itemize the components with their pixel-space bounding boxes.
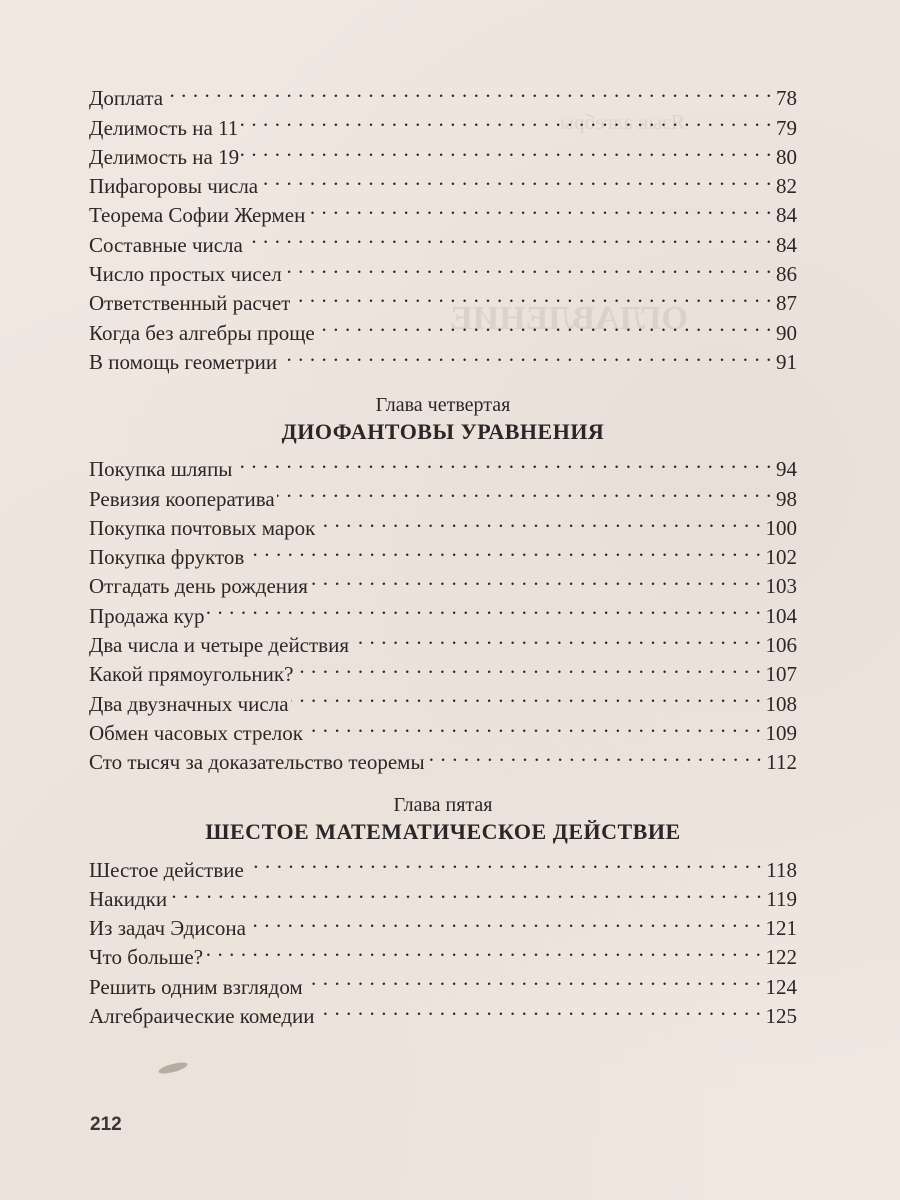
- toc-entry-title: Когда без алгебры проще: [89, 320, 315, 345]
- toc-entry-title: Что больше?: [89, 945, 204, 970]
- toc-section-chapter-4: [89, 393, 797, 775]
- dot-leader: [260, 164, 772, 193]
- toc-entry-page: 112: [766, 750, 797, 775]
- toc-entry-title: Число простых чисел: [89, 262, 282, 287]
- dot-leader: [241, 135, 772, 164]
- toc-entry-page: 90: [776, 320, 797, 345]
- toc-entry-page: 103: [765, 574, 797, 599]
- toc-entry-page: 106: [765, 633, 797, 658]
- toc-entry-page: 104: [765, 603, 797, 628]
- toc-entry-page: 82: [776, 174, 797, 199]
- toc-entry-title: Покупка почтовых марок: [89, 515, 316, 540]
- toc-entry-page: 84: [776, 232, 797, 257]
- toc-entry-page: 124: [765, 974, 797, 999]
- toc-entry-page: 121: [765, 916, 797, 941]
- toc-entry-page: 107: [765, 662, 797, 687]
- toc-entry-title: Доплата: [89, 86, 164, 111]
- dot-leader: [248, 906, 762, 935]
- toc-entry-page: 91: [776, 349, 797, 374]
- toc-entry-page: 122: [765, 945, 797, 970]
- dot-leader: [427, 740, 763, 769]
- toc-section-chapter-5: [89, 793, 797, 1029]
- dot-leader: [305, 711, 762, 740]
- dot-leader: [307, 193, 772, 222]
- toc-entry-title: Ревизия кооператива: [89, 486, 275, 511]
- toc-entry-title: Теорема Софии Жермен: [89, 203, 306, 228]
- dot-leader: [317, 506, 761, 535]
- toc-entry-title: Сто тысяч за доказательство теоремы: [89, 750, 425, 775]
- toc-entry-title: В помощь геометрии: [89, 349, 278, 374]
- toc-entry-title: Продажа кур: [89, 603, 205, 628]
- toc-entry-title: Покупка шляпы: [89, 457, 233, 482]
- toc-entry-page: 102: [765, 545, 797, 570]
- dot-leader: [305, 964, 762, 993]
- bleed-through-text: Язык алгебры: [560, 110, 685, 134]
- toc-entry-title: Два двузначных числа: [89, 691, 289, 716]
- dot-leader: [284, 252, 772, 281]
- table-of-contents: [89, 76, 797, 1029]
- toc-entry-title: Алгебраические комедии: [89, 1004, 315, 1029]
- dot-leader: [310, 564, 762, 593]
- toc-entry-title: Делимость на 11: [89, 115, 239, 140]
- toc-entry-page: 84: [776, 203, 797, 228]
- dot-leader: [246, 535, 761, 564]
- toc-entry[interactable]: [89, 906, 797, 941]
- toc-entry-title: Покупка фруктов: [89, 545, 245, 570]
- dot-leader: [351, 623, 762, 652]
- toc-entry-title: Из задач Эдисона: [89, 916, 246, 941]
- dot-leader: [205, 935, 761, 964]
- dot-leader: [207, 593, 762, 622]
- toc-entry-title: Обмен часовых стрелок: [89, 720, 303, 745]
- toc-entry-title: Решить одним взглядом: [89, 974, 303, 999]
- toc-entry-page: 109: [765, 720, 797, 745]
- toc-entry-page: 118: [766, 857, 797, 882]
- toc-entry-title: Два числа и четыре действия: [89, 633, 349, 658]
- toc-entry[interactable]: [89, 105, 797, 140]
- toc-entry-page: 125: [765, 1004, 797, 1029]
- chapter-label: Глава четвертая: [375, 393, 511, 416]
- toc-entry-page: 108: [765, 691, 797, 716]
- toc-entry-title: Какой прямоугольник?: [89, 662, 294, 687]
- toc-entry[interactable]: [89, 877, 797, 911]
- dot-leader: [240, 105, 772, 134]
- chapter-heading: [89, 393, 797, 447]
- toc-entry-title: Шестое действие: [89, 857, 244, 882]
- page-number: 212: [90, 1114, 122, 1135]
- toc-entry-title: Ответственный расчет: [89, 291, 291, 316]
- toc-entry-title: Делимость на 19: [89, 144, 240, 169]
- ink-smudge: [157, 1060, 188, 1075]
- toc-entry-page: 87: [776, 291, 797, 316]
- dot-leader: [234, 447, 772, 476]
- chapter-title: ДИОФАНТОВЫ УРАВНЕНИЯ: [281, 418, 605, 444]
- dot-leader: [277, 476, 772, 505]
- dot-leader: [169, 877, 762, 906]
- toc-entry-page: 119: [766, 886, 797, 911]
- toc-section-continued: [89, 76, 797, 374]
- toc-entry-title: Накидки: [89, 886, 168, 911]
- toc-entry-page: 94: [776, 457, 797, 482]
- dot-leader: [165, 76, 772, 105]
- toc-entry-page: 78: [776, 86, 797, 111]
- toc-entry-page: 100: [765, 515, 797, 540]
- chapter-heading: [89, 793, 797, 847]
- toc-entry-page: 79: [776, 115, 797, 140]
- toc-entry-page: 80: [776, 144, 797, 169]
- toc-entry-title: Отгадать день рождения: [89, 574, 308, 599]
- dot-leader: [295, 652, 761, 681]
- chapter-title: ШЕСТОЕ МАТЕМАТИЧЕСКОЕ ДЕЙСТВИЕ: [205, 819, 681, 845]
- bleed-through-text: ОГЛАВЛЕНИЕ: [450, 300, 688, 337]
- toc-entry-title: Составные числа: [89, 232, 243, 257]
- chapter-label: Глава пятая: [393, 794, 493, 817]
- toc-entry[interactable]: [89, 847, 797, 882]
- toc-entry-title: Пифагоровы числа: [89, 174, 259, 199]
- dot-leader: [317, 310, 772, 339]
- toc-entry-page: 98: [776, 486, 797, 511]
- toc-entry-page: 86: [776, 262, 797, 287]
- dot-leader: [291, 681, 762, 710]
- dot-leader: [279, 340, 772, 369]
- dot-leader: [292, 281, 772, 310]
- toc-entry[interactable]: [89, 76, 797, 111]
- toc-entry[interactable]: [89, 447, 797, 482]
- dot-leader: [246, 847, 762, 876]
- dot-leader: [317, 994, 762, 1023]
- dot-leader: [245, 222, 772, 251]
